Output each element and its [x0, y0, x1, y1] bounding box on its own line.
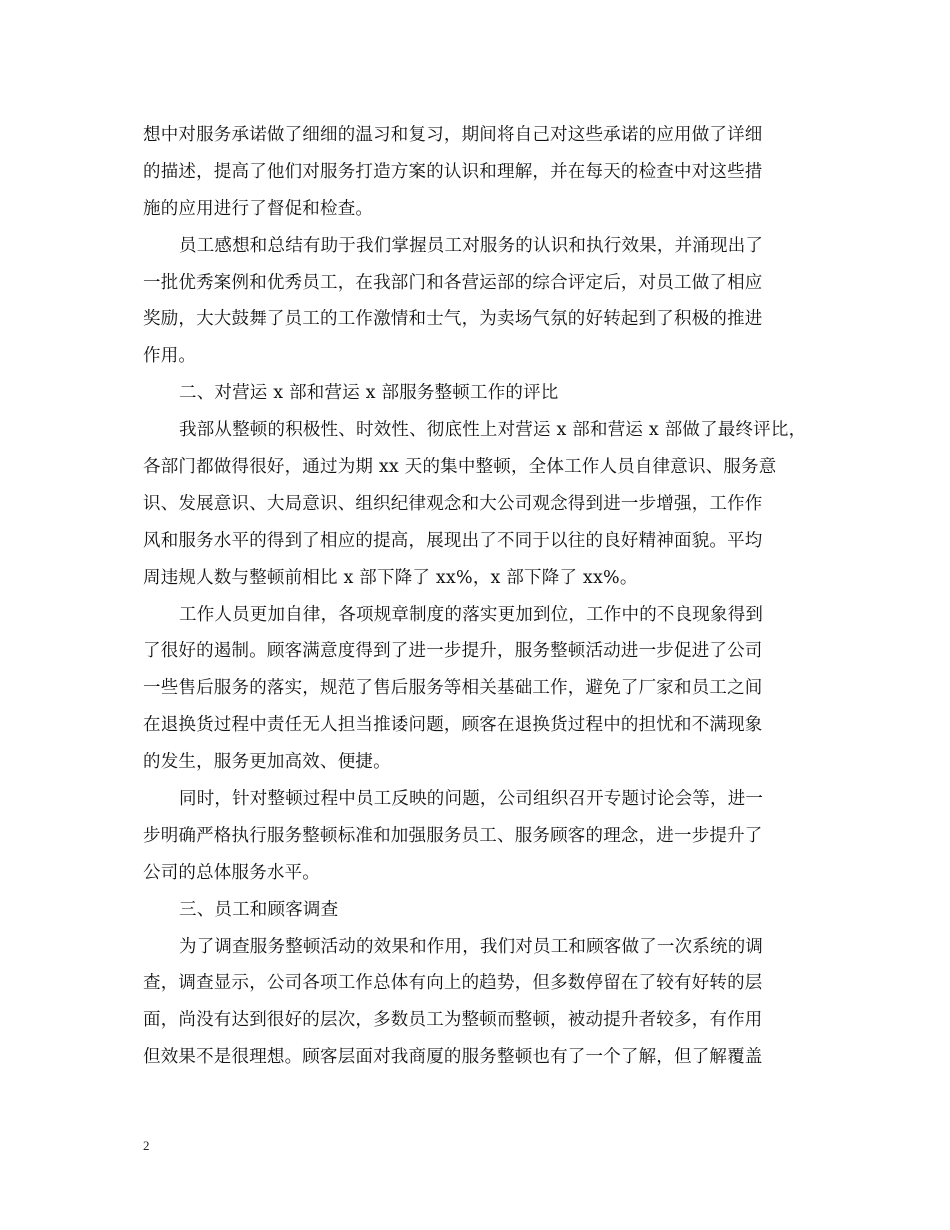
- text-line: 的发生，服务更加高效、便捷。: [143, 752, 391, 773]
- text-line: 了很好的遏制。顾客满意度得到了进一步提升，服务整顿活动进一步促进了公司: [143, 641, 763, 662]
- text-line: 为了调查服务整顿活动的效果和作用，我们对员工和顾客做了一次系统的调: [179, 936, 764, 957]
- text-line: 工作人员更加自律，各项规章制度的落实更加到位，工作中的不良现象得到: [179, 604, 764, 625]
- text-line: 我部从整顿的积极性、时效性、彻底性上对营运 x 部和营运 x 部做了最终评比，: [179, 420, 807, 441]
- text-line: 的描述，提高了他们对服务打造方案的认识和理解，并在每天的检查中对这些措: [143, 161, 763, 182]
- text-line: 一些售后服务的落实，规范了售后服务等相关基础工作，避免了厂家和员工之间: [143, 678, 763, 699]
- text-line: 想中对服务承诺做了细细的温习和复习，期间将自己对这些承诺的应用做了详细: [143, 125, 763, 145]
- text-line: 作用。: [143, 346, 197, 367]
- text-line: 风和服务水平的得到了相应的提高，展现出了不同于以往的良好精神面貌。平均: [143, 530, 763, 551]
- text-line: 公司的总体服务水平。: [143, 862, 320, 883]
- text-line: 施的应用进行了督促和检查。: [143, 198, 374, 219]
- text-line: 但效果不是很理想。顾客层面对我商厦的服务整顿也有了一个了解，但了解覆盖: [143, 1047, 763, 1068]
- text-line: 一批优秀案例和优秀员工，在我部门和各营运部的综合评定后，对员工做了相应: [143, 272, 763, 293]
- text-line: 同时，针对整顿过程中员工反映的问题，公司组织召开专题讨论会等，进一: [179, 789, 764, 810]
- document-body: [143, 117, 813, 1076]
- text-line: 各部门都做得很好，通过为期 xx 天的集中整顿，全体工作人员自律意识、服务意: [143, 457, 777, 478]
- section-heading: 二、对营运 x 部和营运 x 部服务整顿工作的评比: [179, 383, 559, 404]
- text-line: 员工感想和总结有助于我们掌握员工对服务的认识和执行效果，并涌现出了: [179, 235, 764, 256]
- text-line: 奖励，大大鼓舞了员工的工作激情和士气，为卖场气氛的好转起到了积极的推进: [143, 309, 763, 330]
- text-line: 周违规人数与整顿前相比 x 部下降了 xx%，x 部下降了 xx%。: [143, 567, 638, 588]
- text-line: 查，调查显示，公司各项工作总体有向上的趋势，但多数停留在了较有好转的层: [143, 973, 763, 994]
- section-heading: 三、员工和顾客调查: [179, 899, 339, 920]
- text-line: 在退换货过程中责任无人担当推诿问题，顾客在退换货过程中的担忧和不满现象: [143, 715, 763, 736]
- page-number: 2: [143, 1138, 150, 1153]
- text-line: 面，尚没有达到很好的层次，多数员工为整顿而整顿，被动提升者较多，有作用: [143, 1010, 763, 1031]
- text-line: 步明确严格执行服务整顿标准和加强服务员工、服务顾客的理念，进一步提升了: [143, 825, 763, 846]
- text-line: 识、发展意识、大局意识、组织纪律观念和大公司观念得到进一步增强，工作作: [143, 493, 763, 514]
